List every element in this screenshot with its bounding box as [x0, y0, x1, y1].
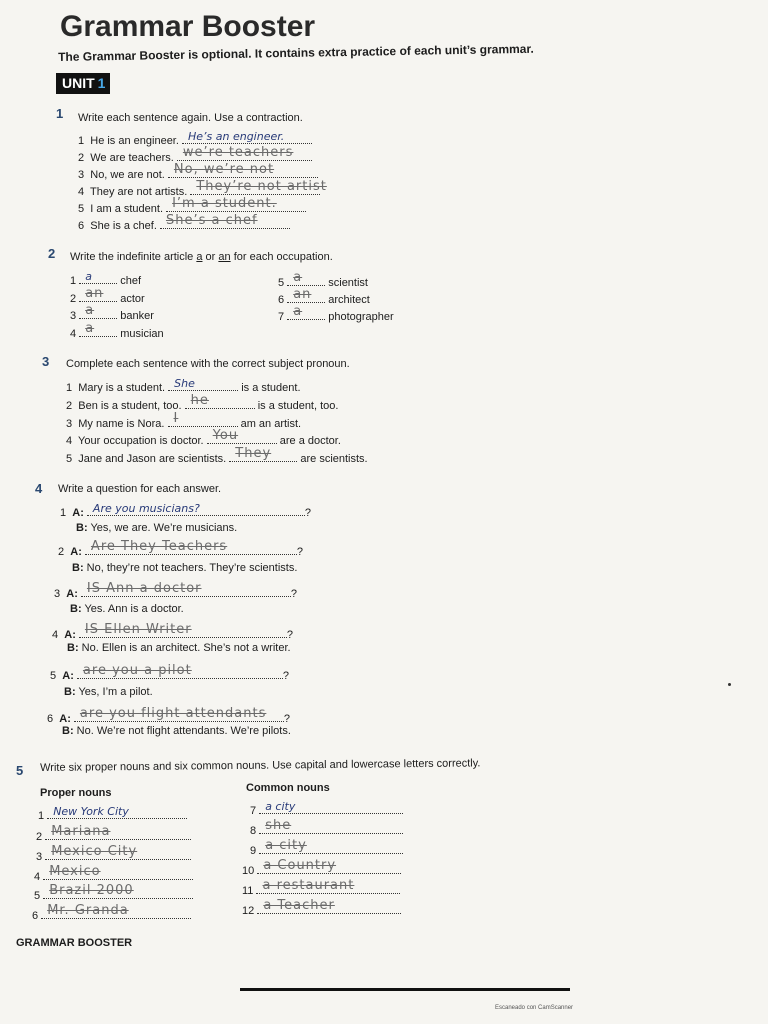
answer-blank[interactable]: [190, 179, 327, 195]
answer-blank[interactable]: [257, 858, 401, 874]
handwritten-answer: a city: [265, 838, 307, 853]
handwritten-answer: a: [85, 270, 92, 283]
answer-blank[interactable]: [85, 539, 297, 555]
answer-blank[interactable]: [287, 287, 325, 303]
ex2-item: 1 a chef: [70, 270, 142, 287]
answer-blank[interactable]: [185, 393, 255, 409]
answer-blank[interactable]: [79, 303, 117, 319]
exercise-5-number: 5: [16, 763, 24, 778]
ex4-question: 1 A: Are you musicians? ?: [60, 502, 312, 519]
handwritten-answer: an: [293, 287, 312, 302]
ex3-item: 1 Mary is a student. She is a student.: [66, 377, 301, 394]
handwritten-answer: I’m a student.: [172, 196, 277, 211]
answer-blank[interactable]: [168, 162, 318, 178]
handwritten-answer: I: [173, 411, 179, 426]
handwritten-answer: a: [293, 270, 303, 285]
handwritten-answer: a Teacher: [263, 898, 335, 913]
exercise-5-instruction: Write six proper nouns and six common nouns. Use capital and lowercase letters correctly.: [40, 757, 481, 774]
answer-blank[interactable]: [259, 818, 403, 834]
ex1-item: 3 No, we are not. No, we’re not: [78, 165, 318, 181]
handwritten-answer: Mexico City: [51, 844, 138, 859]
ex1-item: 6 She is a chef. She’s a chef: [78, 216, 290, 232]
handwritten-answer: She’s a chef: [165, 213, 258, 228]
ink-speck: [728, 683, 731, 686]
ex4-response: B: Yes, I’m a pilot.: [64, 686, 153, 698]
answer-blank[interactable]: [207, 428, 277, 444]
ex4-question: 2 A: Are They Teachers ?: [58, 539, 304, 558]
answer-blank[interactable]: [45, 844, 191, 860]
exercise-2-instruction: Write the indefinite article a or an for each occupation.: [70, 251, 333, 263]
exercise-1-number: 1: [56, 106, 64, 121]
answer-blank[interactable]: [43, 864, 193, 880]
ex4-response: B: Yes. Ann is a doctor.: [70, 603, 184, 615]
answer-blank[interactable]: [229, 446, 297, 462]
ex3-item: 4 Your occupation is doctor. You are a doctor.: [66, 428, 341, 447]
page-subtitle: The Grammar Booster is optional. It contains extra practice of each unit’s grammar.: [58, 41, 534, 64]
answer-blank[interactable]: [45, 824, 191, 840]
answer-blank[interactable]: [79, 321, 117, 337]
handwritten-answer: Are you musicians?: [92, 502, 200, 515]
answer-blank[interactable]: [168, 411, 238, 427]
handwritten-answer: Are They Teachers: [90, 539, 228, 554]
exercise-3-number: 3: [42, 354, 50, 369]
answer-blank[interactable]: [166, 196, 306, 212]
answer-blank[interactable]: [160, 213, 290, 229]
handwritten-answer: she: [265, 818, 292, 833]
unit-label: UNIT: [62, 75, 95, 91]
footer-label: GRAMMAR BOOSTER: [16, 937, 133, 949]
handwritten-answer: You: [212, 428, 239, 443]
exercise-4-number: 4: [35, 481, 43, 496]
answer-blank[interactable]: [81, 581, 291, 597]
handwritten-answer: are you a pilot: [82, 663, 192, 678]
proper-noun-item: 4 Mexico: [34, 867, 193, 883]
ex4-response: B: No. Ellen is an architect. She’s not a writer.: [67, 642, 291, 654]
ex1-item: 5 I am a student. I’m a student.: [78, 199, 306, 215]
proper-noun-item: 2 Mariana: [36, 827, 191, 843]
handwritten-answer: a: [293, 304, 303, 319]
answer-blank[interactable]: [182, 131, 312, 144]
answer-blank[interactable]: [287, 304, 325, 320]
handwritten-answer: Mexico: [49, 864, 101, 879]
answer-blank[interactable]: [168, 378, 238, 391]
ex3-item: 3 My name is Nora. I am an artist.: [66, 411, 302, 430]
ex2-item: 6 an architect: [278, 287, 370, 306]
common-noun-item: 8 she: [250, 821, 403, 837]
handwritten-answer: a: [85, 321, 95, 336]
proper-nouns-heading: Proper nouns: [40, 787, 112, 799]
ex2-item: 5 a scientist: [278, 270, 368, 289]
bottom-divider: [240, 988, 570, 991]
exercise-1-instruction: Write each sentence again. Use a contraction.: [78, 112, 303, 124]
ex1-item: 1 He is an engineer. He’s an engineer.: [78, 131, 312, 147]
answer-blank[interactable]: [87, 503, 305, 516]
handwritten-answer: No, we’re not: [173, 162, 275, 177]
answer-blank[interactable]: [74, 706, 284, 722]
handwritten-answer: Brazil 2000: [49, 883, 134, 898]
unit-badge: [56, 73, 110, 94]
ex2-item: 4 a musician: [70, 321, 164, 340]
answer-blank[interactable]: [79, 286, 117, 302]
ex1-item: 4 They are not artists. They’re not artist: [78, 179, 327, 198]
answer-blank[interactable]: [41, 903, 191, 919]
ex4-question: 5 A: are you a pilot ?: [50, 663, 290, 682]
ex2-item: 7 a photographer: [278, 304, 394, 323]
answer-blank[interactable]: [259, 801, 403, 814]
common-noun-item: 7 a city: [250, 801, 403, 817]
handwritten-answer: Mariana: [51, 824, 111, 839]
proper-noun-item: 1 New York City: [38, 806, 187, 822]
proper-noun-item: 6 Mr. Granda: [32, 906, 191, 922]
proper-noun-item: 3 Mexico City: [36, 847, 191, 863]
answer-blank[interactable]: [177, 145, 312, 161]
ex4-question: 3 A: IS Ann a doctor ?: [54, 581, 298, 600]
answer-blank[interactable]: [47, 806, 187, 819]
ex3-item: 5 Jane and Jason are scientists. They are scientists.: [66, 446, 368, 465]
scanner-watermark: Escaneado con CamScanner: [495, 1005, 574, 1011]
handwritten-answer: They’re not artist: [196, 179, 327, 194]
ex4-response: B: No, they’re not teachers. They’re scientists.: [72, 562, 298, 574]
answer-blank[interactable]: [79, 271, 117, 284]
exercise-2-number: 2: [48, 246, 56, 261]
ex1-item: 2 We are teachers. we’re teachers: [78, 148, 312, 164]
answer-blank[interactable]: [43, 883, 193, 899]
handwritten-answer: Mr. Granda: [47, 903, 129, 918]
answer-blank[interactable]: [79, 622, 287, 638]
proper-noun-item: 5 Brazil 2000: [34, 886, 193, 902]
page-title: Grammar Booster: [60, 10, 316, 43]
handwritten-answer: New York City: [53, 805, 129, 818]
handwritten-answer: a Country: [263, 858, 337, 873]
common-nouns-heading: Common nouns: [246, 782, 330, 794]
unit-number: 1: [97, 75, 106, 91]
ex3-item: 2 Ben is a student, too. he is a student, too.: [66, 393, 339, 412]
common-noun-item: 12 a Teacher: [242, 901, 401, 917]
handwritten-answer: a restaurant: [262, 878, 355, 893]
handwritten-answer: are you flight attendants: [79, 706, 267, 721]
handwritten-answer: He’s an engineer.: [187, 130, 285, 143]
exercise-3-instruction: Complete each sentence with the correct subject pronoun.: [66, 358, 350, 370]
handwritten-answer: IS Ellen Writer: [84, 622, 192, 637]
handwritten-answer: She: [174, 377, 195, 390]
ex4-question: 6 A: are you flight attendants ?: [47, 706, 291, 725]
handwritten-answer: we’re teachers: [182, 145, 294, 160]
answer-blank[interactable]: [257, 898, 401, 914]
common-noun-item: 10 a Country: [242, 861, 401, 877]
handwritten-answer: a: [85, 303, 95, 318]
answer-blank[interactable]: [287, 270, 325, 286]
ex4-response: B: Yes, we are. We’re musicians.: [76, 522, 238, 534]
exercise-4-instruction: Write a question for each answer.: [58, 483, 222, 495]
ex2-item: 2 an actor: [70, 286, 145, 305]
answer-blank[interactable]: [256, 878, 400, 894]
handwritten-answer: a city: [265, 800, 296, 813]
answer-blank[interactable]: [259, 838, 403, 854]
common-noun-item: 9 a city: [250, 841, 403, 857]
ex4-question: 4 A: IS Ellen Writer ?: [52, 622, 294, 641]
handwritten-answer: IS Ann a doctor: [86, 581, 202, 596]
ex4-response: B: No. We’re not flight attendants. We’re pilots.: [62, 725, 291, 737]
handwritten-answer: he: [190, 393, 209, 408]
answer-blank[interactable]: [77, 663, 283, 679]
handwritten-answer: They: [235, 446, 272, 461]
common-noun-item: 11 a restaurant: [242, 881, 400, 897]
ex2-item: 3 a banker: [70, 303, 154, 322]
handwritten-answer: an: [85, 286, 104, 301]
